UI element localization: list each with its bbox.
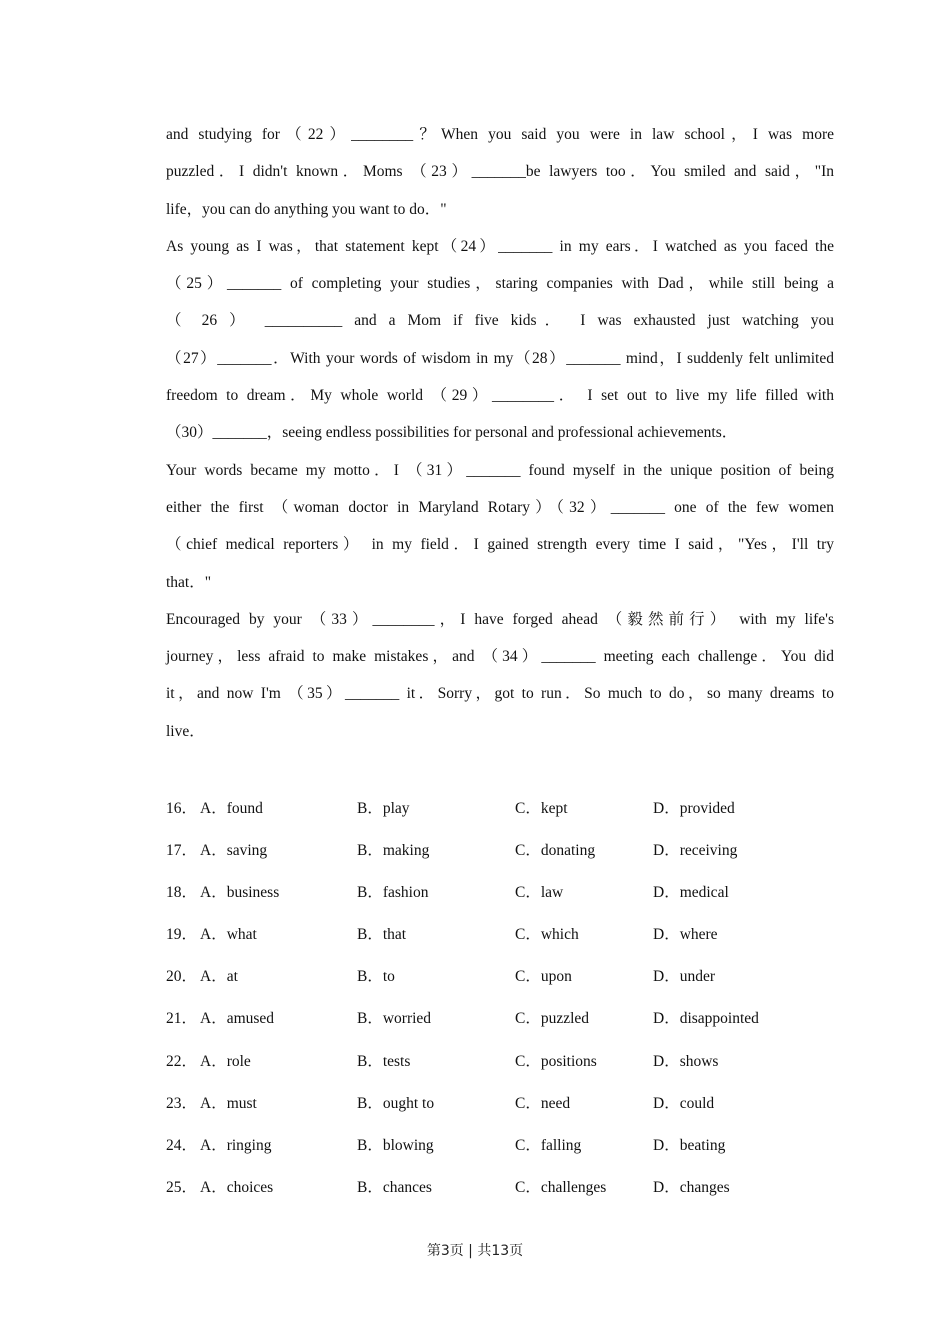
- option-d: D．changes: [653, 1178, 730, 1196]
- passage-line: puzzled．I didn't known．Moms （23）_______be lawyers too．You smiled and said，"In: [166, 163, 834, 181]
- passage-line: it，and now I'm （35）_______ it．Sorry，got to run．So much to do，so many dreams to: [166, 685, 834, 703]
- option-d: D．receiving: [653, 842, 738, 860]
- option-d: D．provided: [653, 800, 735, 817]
- question-number: 20．: [166, 968, 198, 986]
- question-number: 24．: [166, 1136, 198, 1154]
- option-a: A．at: [200, 968, 238, 986]
- option-b: B．making: [357, 842, 430, 860]
- option-d: D．medical: [653, 884, 729, 902]
- question-row: [166, 957, 806, 999]
- option-b: B．fashion: [357, 884, 429, 902]
- option-b: B．blowing: [357, 1136, 434, 1154]
- passage-line: （chief medical reporters） in my field．I gained strength every time I said，"Yes，I'll try: [166, 536, 834, 554]
- option-b: B．tests: [357, 1052, 411, 1070]
- option-d: D．under: [653, 968, 715, 986]
- option-a: A．must: [200, 1094, 257, 1112]
- option-c: C．donating: [515, 842, 596, 860]
- option-a: A．found: [200, 800, 263, 817]
- passage-line: （30）_______，seeing endless possibilities for personal and professional achievements．: [166, 424, 738, 442]
- option-d: D．where: [653, 926, 718, 944]
- option-b: B．play: [357, 800, 410, 817]
- passage-line: As young as I was，that statement kept（24）_______ in my ears．I watched as you faced the: [166, 237, 834, 255]
- question-row: [166, 915, 806, 957]
- option-b: B．to: [357, 968, 395, 986]
- passage-text: [166, 116, 834, 750]
- question-number: 16．: [166, 800, 198, 817]
- question-row: [166, 831, 806, 873]
- option-c: C．which: [515, 926, 579, 944]
- option-c: C．puzzled: [515, 1010, 590, 1028]
- option-a: A．choices: [200, 1178, 274, 1196]
- passage-line: freedom to dream．My whole world （29）________． I set out to live my life filled with: [166, 387, 834, 405]
- option-a: A．amused: [200, 1010, 275, 1028]
- question-number: 21．: [166, 1010, 198, 1028]
- option-c: C．positions: [515, 1052, 597, 1070]
- option-c: C．falling: [515, 1136, 582, 1154]
- option-d: D．disappointed: [653, 1010, 759, 1028]
- passage-line: live．: [166, 722, 205, 740]
- passage-line: （27）_______．With your words of wisdom in my（28）_______ mind，I suddenly felt unlimited: [166, 349, 834, 367]
- question-number: 17．: [166, 842, 198, 860]
- option-a: A．role: [200, 1052, 251, 1070]
- passage-line: （25）_______ of completing your studies，staring companies with Dad，while still being a: [166, 275, 834, 293]
- answer-options: [166, 789, 806, 1210]
- question-row: [166, 1084, 806, 1126]
- passage-line: either the first （woman doctor in Maryland Rotary）（32）_______ one of the few women: [166, 498, 834, 516]
- option-b: B．that: [357, 926, 407, 944]
- option-a: A．what: [200, 926, 257, 944]
- passage-line: that．": [166, 573, 212, 591]
- passage-line: Encouraged by your （33）________，I have forged ahead （毅然前行） with my life's: [166, 610, 834, 628]
- passage-line: and studying for（22）________？When you said you were in law school，I was more: [166, 126, 834, 143]
- option-d: D．beating: [653, 1136, 726, 1154]
- option-d: D．could: [653, 1094, 715, 1112]
- passage-line: Your words became my motto．I （31）_______ found myself in the unique position of being: [166, 461, 834, 479]
- option-a: A．saving: [200, 842, 268, 860]
- question-number: 19．: [166, 926, 198, 944]
- page-footer: 第3页 | 共13页: [426, 1243, 524, 1259]
- question-number: 23．: [166, 1094, 198, 1112]
- question-number: 25．: [166, 1178, 198, 1196]
- option-b: B．worried: [357, 1010, 432, 1028]
- question-row: [166, 1126, 806, 1168]
- question-number: 18．: [166, 884, 198, 902]
- option-c: C．kept: [515, 800, 568, 817]
- option-c: C．law: [515, 884, 564, 902]
- passage-line: （ 26 ） __________ and a Mom if five kids． I was exhausted just watching you: [166, 312, 834, 330]
- question-row: [166, 1042, 806, 1084]
- question-row: [166, 789, 806, 831]
- option-d: D．shows: [653, 1052, 719, 1070]
- option-a: A．business: [200, 884, 280, 902]
- question-row: [166, 1168, 806, 1210]
- question-row: [166, 873, 806, 915]
- passage-line: life，you can do anything you want to do．": [166, 200, 447, 218]
- option-b: B．chances: [357, 1178, 432, 1196]
- question-row: [166, 999, 806, 1041]
- option-c: C．need: [515, 1094, 571, 1112]
- passage-line: journey，less afraid to make mistakes，and （34）_______ meeting each challenge．You did: [166, 648, 834, 666]
- option-c: C．challenges: [515, 1178, 607, 1196]
- question-number: 22．: [166, 1052, 198, 1070]
- option-b: B．ought to: [357, 1094, 435, 1112]
- option-a: A．ringing: [200, 1136, 272, 1154]
- option-c: C．upon: [515, 968, 572, 986]
